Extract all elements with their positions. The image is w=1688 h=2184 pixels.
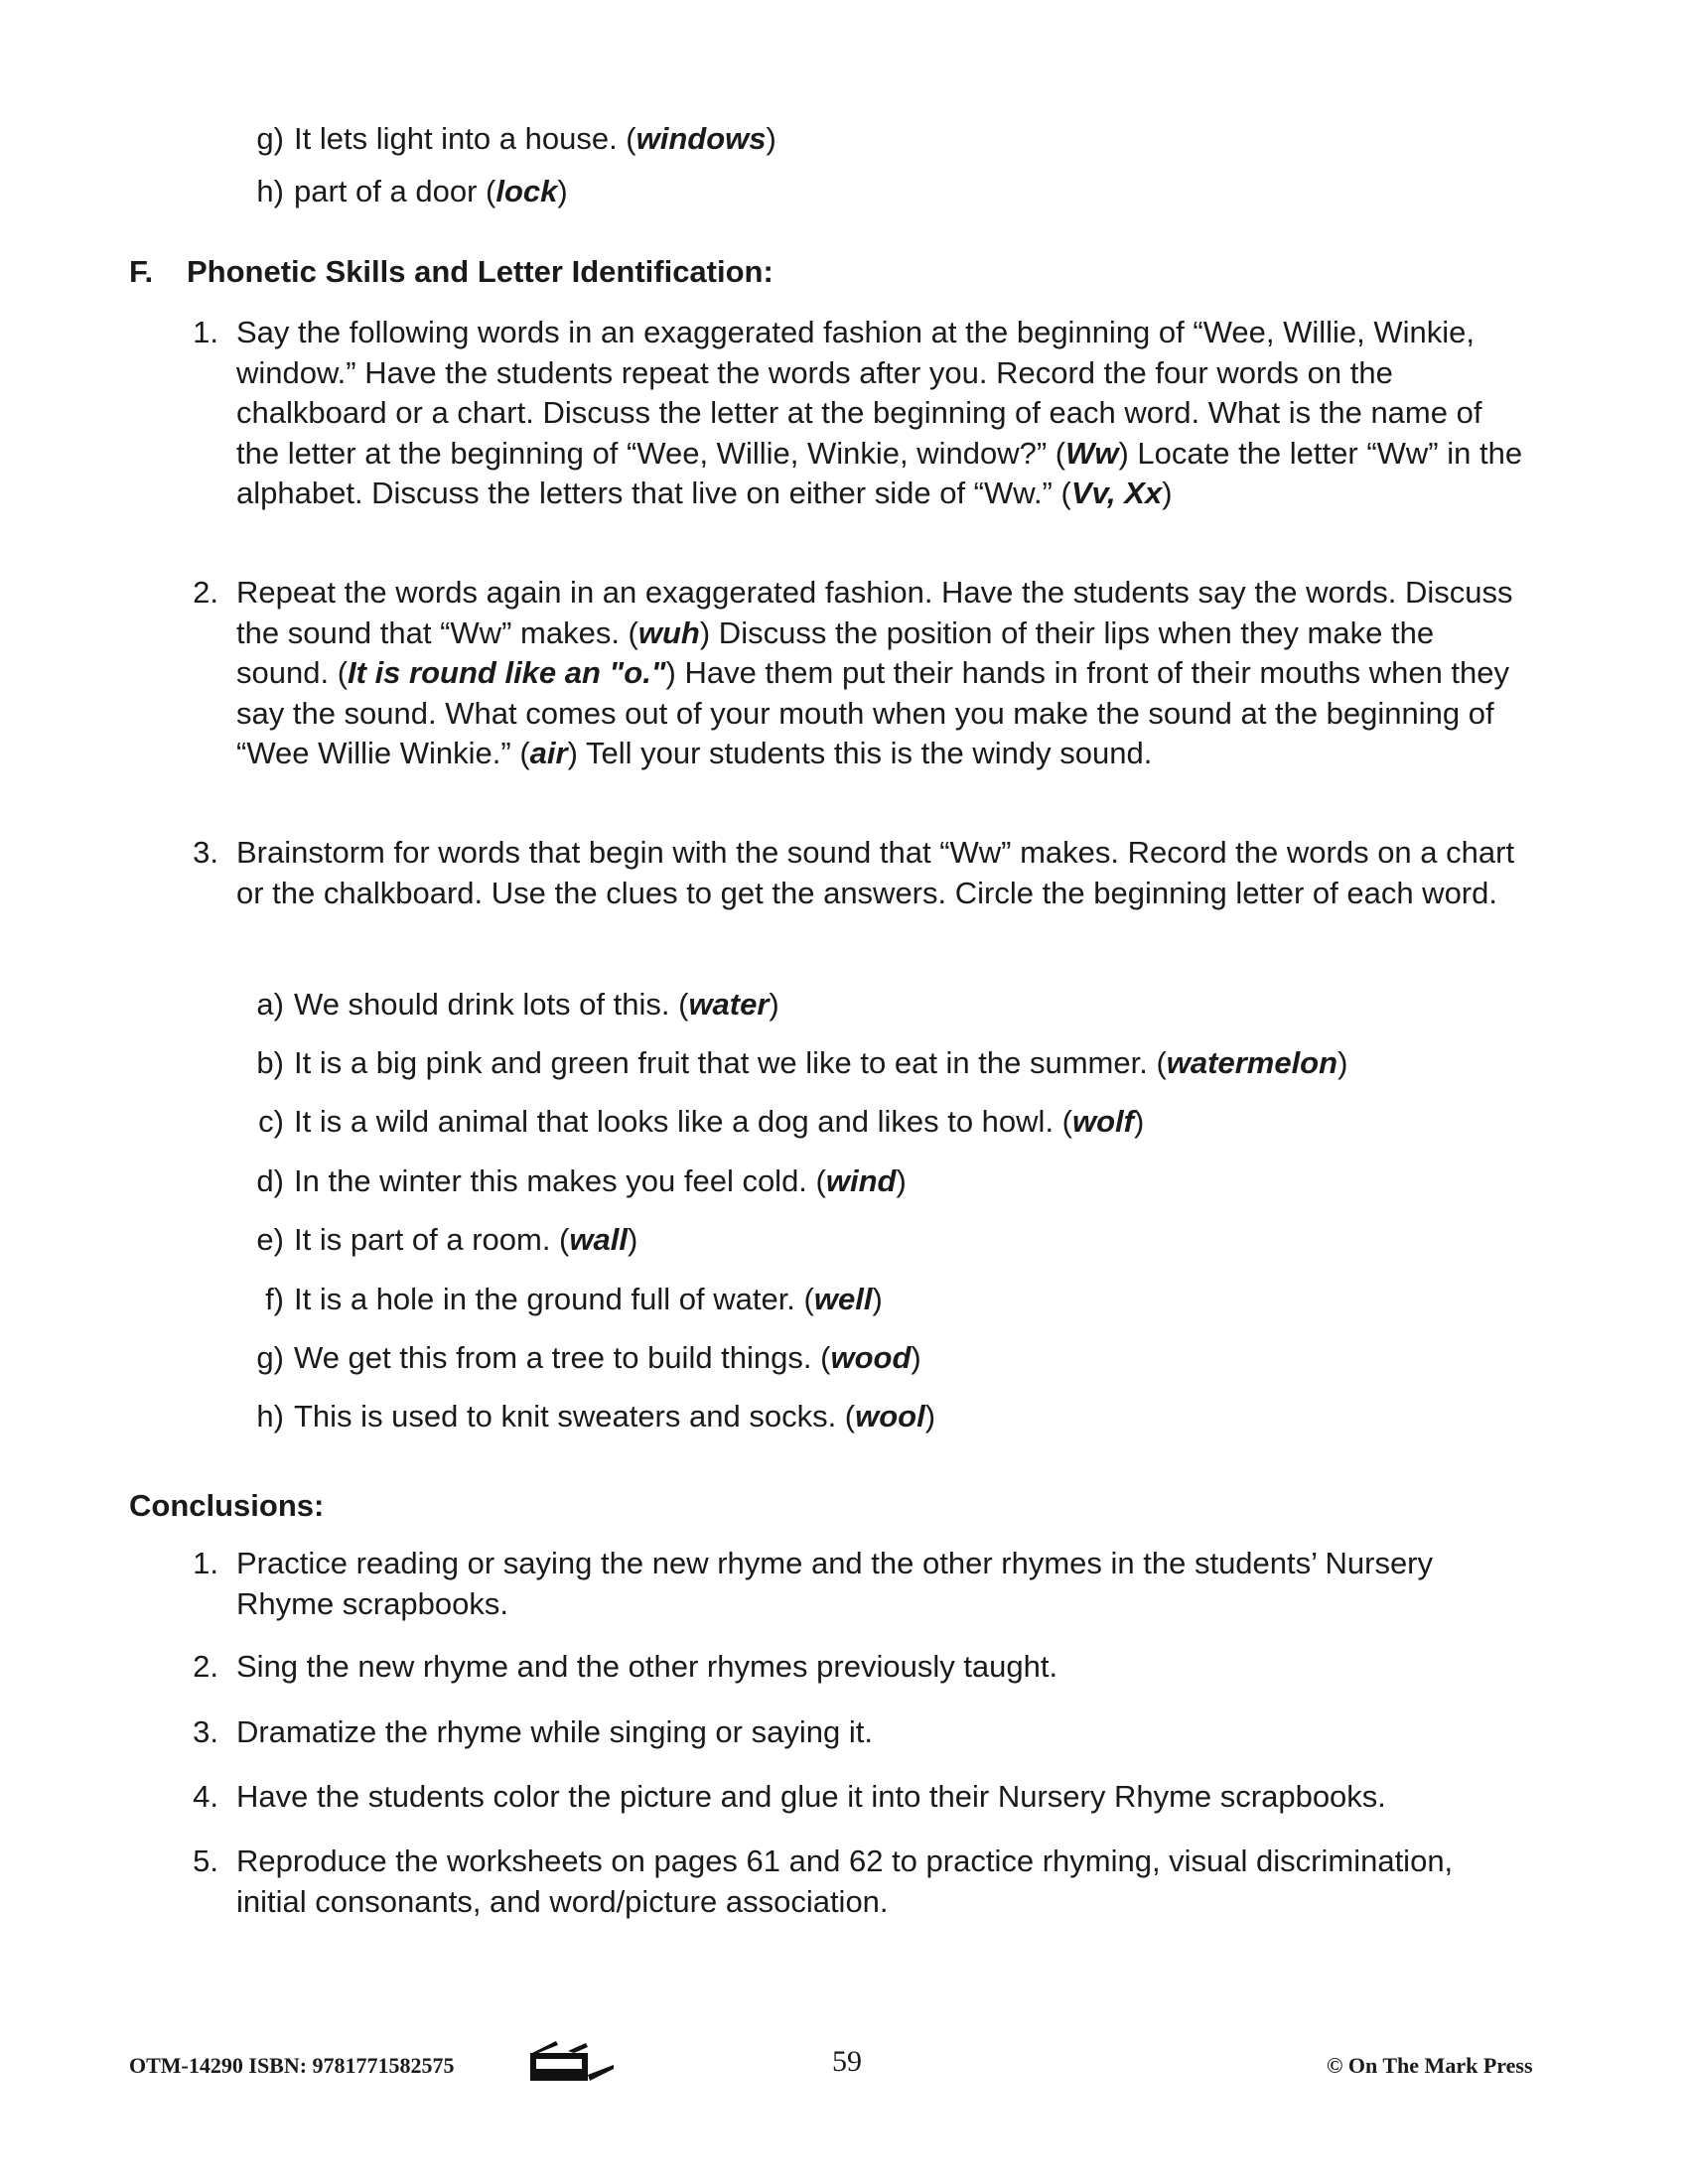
section-f-item (179, 573, 1529, 774)
top-answer: windows (635, 121, 767, 156)
clue-answer: watermelon (1166, 1045, 1338, 1080)
section-f-segment: ) Tell your students this is the windy sound. (567, 736, 1153, 770)
clue-answer: wind (825, 1163, 897, 1198)
clue-text: This is used to knit sweaters and socks. ( (294, 1399, 856, 1433)
conclusion-item-number: 5. (193, 1843, 218, 1878)
section-f-segment: ) Locate the letter “Ww” in the alphabet. Discuss the letters that live on either side of “Ww.” ( (236, 435, 1523, 510)
section-f-answer: air (529, 736, 568, 770)
top-close-paren: ) (766, 121, 776, 156)
section-f-item (179, 833, 1529, 913)
section-f-item-text (236, 573, 1529, 774)
top-item (238, 119, 1529, 159)
section-f-title: Phonetic Skills and Letter Identification: (187, 254, 774, 289)
clue-letter: f) (265, 1282, 284, 1316)
conclusion-item-text: Have the students color the picture and glue it into their Nursery Rhyme scrapbooks. (236, 1779, 1386, 1814)
page-number: 59 (832, 2045, 862, 2078)
clue-answer: wall (569, 1222, 628, 1257)
top-letter: h) (256, 174, 284, 208)
section-f-item-text (236, 313, 1529, 514)
clue-answer: wool (855, 1399, 925, 1433)
clue-item (238, 1220, 1529, 1260)
clue-answer: wolf (1072, 1104, 1134, 1139)
conclusion-item-text: Dramatize the rhyme while singing or saying it. (236, 1714, 873, 1749)
clue-item (238, 1397, 1529, 1436)
clue-close-paren: ) (769, 987, 779, 1022)
conclusion-item-text: Practice reading or saying the new rhyme and the other rhymes in the students’ Nursery Rhyme scrapbooks. (236, 1546, 1434, 1621)
top-text: part of a door ( (294, 174, 496, 208)
clue-letter: h) (256, 1399, 284, 1433)
conclusion-item-number: 3. (193, 1714, 218, 1749)
conclusion-item-text: Reproduce the worksheets on pages 61 and 62 to practice rhyming, visual discrimination, initial consonants, and word/picture association. (236, 1843, 1454, 1919)
clue-letter: g) (256, 1340, 284, 1375)
clue-item (238, 1043, 1529, 1083)
section-f-segment: Brainstorm for words that begin with the sound that “Ww” makes. Record the words on a chart or the chalkboard. Use the clues to get the answers. Circle the beginning letter of each word. (236, 835, 1515, 910)
on-the-mark-logo-icon (528, 2039, 618, 2085)
conclusion-item (179, 1842, 1529, 1922)
section-f-item-number: 3. (193, 835, 218, 870)
clue-answer: well (813, 1282, 873, 1316)
clue-letter: b) (256, 1045, 284, 1080)
clue-item (238, 1338, 1529, 1378)
section-f-item-number: 1. (193, 315, 218, 349)
top-text: It lets light into a house. ( (294, 121, 636, 156)
conclusion-item (179, 1647, 1529, 1688)
top-answer: lock (495, 174, 558, 208)
clue-item (238, 1280, 1529, 1319)
clue-letter: a) (256, 987, 284, 1022)
clue-text: We get this from a tree to build things. ( (294, 1340, 831, 1375)
section-f-segment: ) (1162, 476, 1173, 510)
section-f-answer: Vv, Xx (1070, 476, 1163, 510)
section-f-letter: F. (129, 254, 154, 289)
clue-text: It is a big pink and green fruit that we like to eat in the summer. ( (294, 1045, 1167, 1080)
section-f-segment: ) Discuss the position of their lips when they make the sound. ( (236, 614, 1435, 690)
clue-text: It is part of a room. ( (294, 1222, 570, 1257)
clue-item (238, 1102, 1529, 1142)
top-letter: g) (256, 121, 284, 156)
conclusion-item-number: 2. (193, 1649, 218, 1684)
top-item (238, 172, 1529, 211)
conclusion-item-number: 4. (193, 1779, 218, 1814)
clue-text: It is a wild animal that looks like a dog and likes to howl. ( (294, 1104, 1072, 1139)
clue-close-paren: ) (627, 1222, 638, 1257)
section-f-item-number: 2. (193, 575, 218, 610)
section-f-segment: Say the following words in an exaggerated fashion at the beginning of “Wee, Willie, Winkie, window.” Have the students repeat the words after you. Record the four words on the chalkboard or a chart. Discuss the letter at the beginning of each word. What is the name of the letter at the beginning of “Wee, Willie, Winkie, window?” ( (236, 315, 1482, 471)
clue-close-paren: ) (924, 1399, 936, 1433)
conclusion-item (179, 1712, 1529, 1753)
conclusion-item-text: Sing the new rhyme and the other rhymes previously taught. (236, 1649, 1058, 1684)
clue-answer: wood (830, 1340, 912, 1375)
clue-item (238, 1161, 1529, 1201)
clue-close-paren: ) (1337, 1045, 1348, 1080)
footer-code: OTM-14290 ISBN: 9781771582575 (129, 2053, 455, 2078)
clue-letter: d) (256, 1163, 284, 1198)
top-close-paren: ) (557, 174, 568, 208)
section-f-segment: ) Have them put their hands in front of their mouths when they say the sound. What comes out of your mouth when you make the sound at the beginning of “Wee Willie Winkie.” ( (236, 655, 1510, 770)
section-f-item-text (236, 833, 1529, 913)
section-f-answer: It is round like an "o." (348, 655, 666, 690)
conclusion-item-number: 1. (193, 1546, 218, 1580)
footer-copyright: © On The Mark Press (1327, 2053, 1533, 2078)
clue-answer: water (688, 987, 770, 1022)
conclusion-item (179, 1777, 1529, 1818)
section-f-segment: Repeat the words again in an exaggerated fashion. Have the students say the words. Discuss the sound that “Ww” makes. ( (236, 575, 1513, 650)
clue-text: We should drink lots of this. ( (294, 987, 689, 1022)
clue-close-paren: ) (896, 1163, 907, 1198)
conclusions-heading: Conclusions: (129, 1488, 325, 1523)
section-f-item (179, 313, 1529, 514)
clue-close-paren: ) (911, 1340, 921, 1375)
clue-letter: c) (258, 1104, 284, 1139)
section-f-answer: Ww (1065, 435, 1119, 471)
clue-close-paren: ) (872, 1282, 883, 1316)
section-f-heading (129, 252, 774, 292)
conclusion-item (179, 1544, 1529, 1624)
clue-item (238, 985, 1529, 1024)
clue-close-paren: ) (1134, 1104, 1145, 1139)
section-f-answer: wuh (637, 614, 700, 650)
clue-letter: e) (256, 1222, 284, 1257)
clue-text: In the winter this makes you feel cold. ( (294, 1163, 826, 1198)
clue-text: It is a hole in the ground full of water. ( (294, 1282, 814, 1316)
